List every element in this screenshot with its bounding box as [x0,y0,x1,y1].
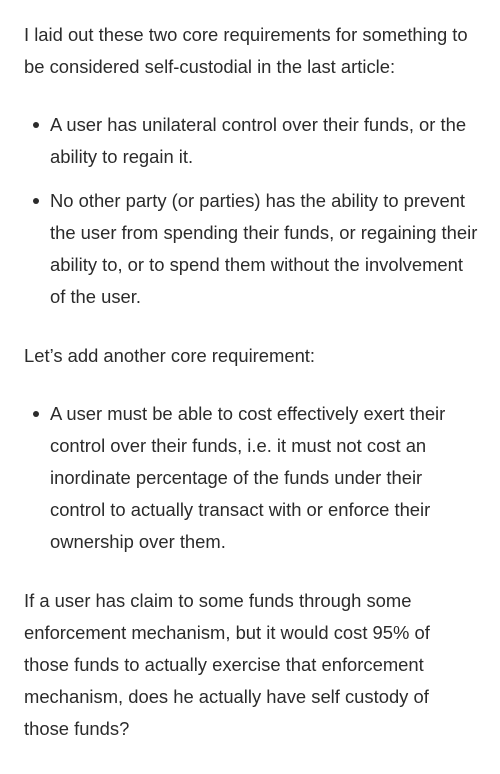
list-item: A user has unilateral control over their funds, or the ability to regain it. [24,109,478,173]
intro-paragraph: I laid out these two core requirements for something to be considered self-custodial in the last article: [24,24,468,77]
list-item: No other party (or parties) has the ability to prevent the user from spending their funds, or regaining their ability to, or to spend them without the involvement of the user. [24,185,478,313]
list-item: A user must be able to cost effectively exert their control over their funds, i.e. it must not cost an inordinate percentage of the funds under their control to actually transact with or enforce their ownership over them. [24,398,478,558]
requirements-list [24,109,478,313]
question-paragraph: If a user has claim to some funds through some enforcement mechanism, but it would cost 95% of those funds to actually exercise that enforcement mechanism, does he actually have self custody of those funds? [24,590,430,739]
additional-requirement-list [24,398,478,558]
transition-paragraph: Let’s add another core requirement: [24,345,316,366]
